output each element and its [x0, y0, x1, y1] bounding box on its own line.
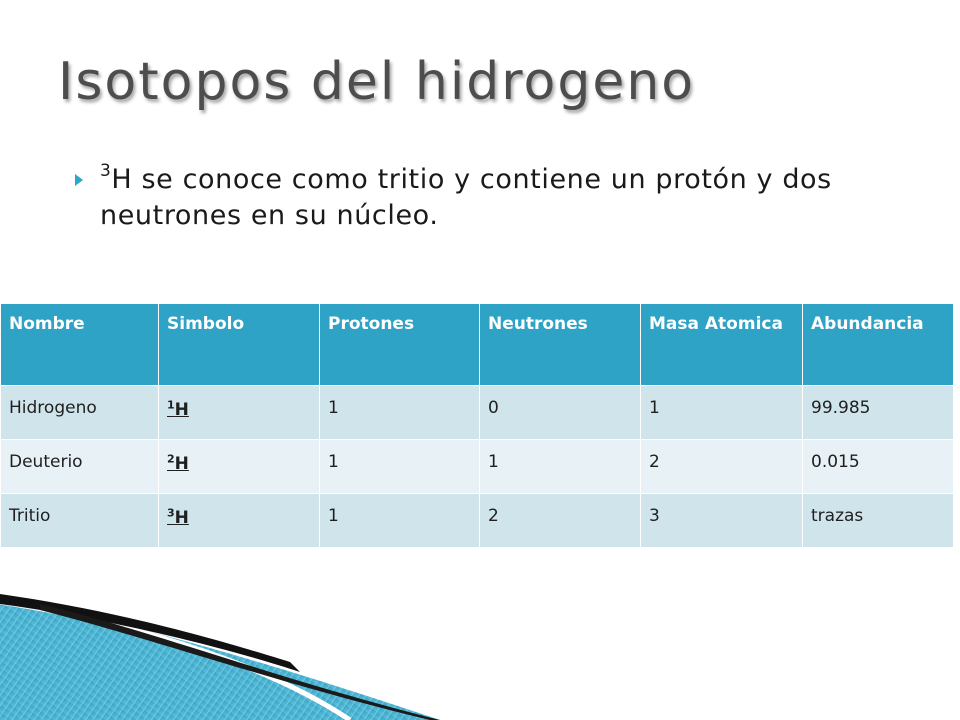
header-abundancia: Abundancia — [803, 304, 954, 386]
header-nombre: Nombre — [1, 304, 159, 386]
bullet-superscript: 3 — [100, 161, 112, 181]
header-neutrones: Neutrones — [480, 304, 641, 386]
cell-abundancia: trazas — [803, 494, 954, 548]
symbol-letter: H — [174, 453, 189, 474]
table-header-row — [1, 304, 954, 386]
table-row — [1, 386, 954, 440]
bullet-body: H se conoce como tritio y contiene un protón y dos neutrones en su núcleo. — [100, 164, 832, 231]
cell-abundancia: 0.015 — [803, 440, 954, 494]
cell-neutrones: 2 — [480, 494, 641, 548]
bullet-text — [100, 162, 915, 234]
cell-masa: 3 — [641, 494, 803, 548]
symbol-superscript: 1 — [167, 398, 175, 411]
isotopes-table — [0, 303, 954, 548]
cell-neutrones: 1 — [480, 440, 641, 494]
cell-nombre: Deuterio — [1, 440, 159, 494]
cell-protones: 1 — [320, 386, 480, 440]
cell-masa: 2 — [641, 440, 803, 494]
cell-simbolo — [159, 440, 320, 494]
header-masa-atomica: Masa Atomica — [641, 304, 803, 386]
isotope-symbol — [167, 454, 189, 474]
symbol-letter: H — [174, 507, 189, 528]
symbol-superscript: 2 — [167, 452, 175, 465]
slide-title: Isotopos del hidrogeno — [58, 52, 696, 112]
header-simbolo: Simbolo — [159, 304, 320, 386]
cell-masa: 1 — [641, 386, 803, 440]
cell-protones: 1 — [320, 494, 480, 548]
table-row — [1, 494, 954, 548]
symbol-letter: H — [174, 399, 189, 420]
cell-abundancia: 99.985 — [803, 386, 954, 440]
cell-neutrones: 0 — [480, 386, 641, 440]
cell-protones: 1 — [320, 440, 480, 494]
bullet-item — [75, 162, 915, 234]
header-protones: Protones — [320, 304, 480, 386]
symbol-superscript: 3 — [167, 506, 175, 519]
bullet-arrow-icon — [75, 174, 83, 186]
cell-nombre: Hidrogeno — [1, 386, 159, 440]
isotope-symbol — [167, 400, 189, 420]
cell-simbolo — [159, 386, 320, 440]
table-row — [1, 440, 954, 494]
cell-simbolo — [159, 494, 320, 548]
isotope-symbol — [167, 508, 189, 528]
cell-nombre: Tritio — [1, 494, 159, 548]
decorative-swoosh — [0, 580, 440, 720]
